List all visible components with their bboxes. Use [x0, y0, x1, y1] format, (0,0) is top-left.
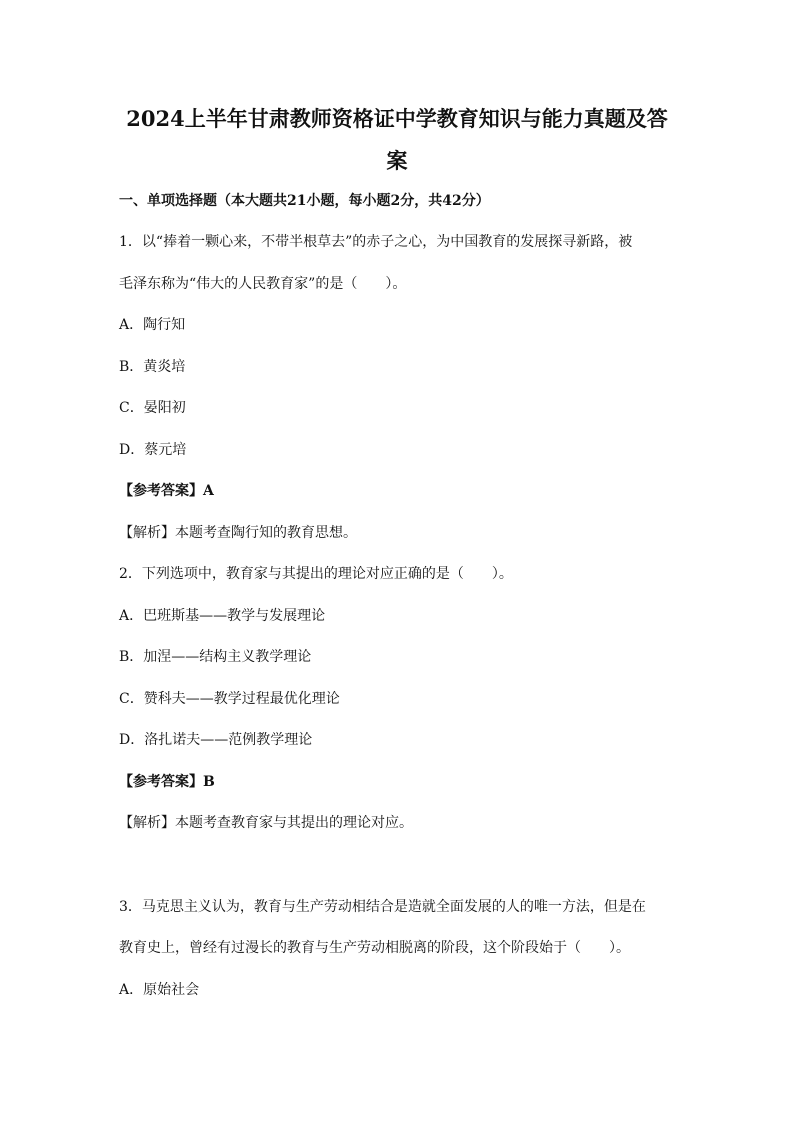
question-3-option-a: A．原始社会 — [119, 982, 200, 998]
question-2-analysis: 【解析】本题考查教育家与其提出的理论对应。 — [119, 815, 413, 831]
question-2-answer: 【参考答案】B — [119, 774, 215, 790]
question-1-stem-line-1: 1．以“捧着一颗心来，不带半根草去”的赤子之心，为中国教育的发展探寻新路，被 — [119, 234, 633, 250]
document-title-line-2: 案 — [386, 148, 408, 173]
question-1-stem-line-2: 毛泽东称为“伟大的人民教育家”的是（ ）。 — [119, 276, 407, 292]
question-1-answer: 【参考答案】A — [119, 483, 214, 499]
question-2-option-b: B．加涅——结构主义教学理论 — [119, 649, 312, 665]
question-2-option-a: A．巴班斯基——教学与发展理论 — [119, 608, 326, 624]
question-1-option-a: A．陶行知 — [119, 317, 186, 333]
question-2-stem-line-1: 2．下列选项中，教育家与其提出的理论对应正确的是（ ）。 — [119, 566, 513, 582]
section-heading: 一、单项选择题（本大题共21小题，每小题2分，共42分） — [119, 193, 490, 209]
question-3-stem-line-2: 教育史上，曾经有过漫长的教育与生产劳动相脱离的阶段，这个阶段始于（ ）。 — [119, 940, 630, 956]
question-2-option-c: C．赞科夫——教学过程最优化理论 — [119, 691, 340, 707]
question-1-analysis: 【解析】本题考查陶行知的教育思想。 — [119, 525, 357, 541]
question-2-option-d: D．洛扎诺夫——范例教学理论 — [119, 732, 313, 748]
question-3-stem-line-1: 3．马克思主义认为，教育与生产劳动相结合是造就全面发展的人的唯一方法，但是在 — [119, 899, 646, 915]
question-1-option-c: C．晏阳初 — [119, 400, 186, 416]
question-1-option-d: D．蔡元培 — [119, 442, 187, 458]
document-title-line-1: 2024上半年甘肃教师资格证中学教育知识与能力真题及答 — [126, 106, 668, 131]
question-1-option-b: B．黄炎培 — [119, 359, 186, 375]
